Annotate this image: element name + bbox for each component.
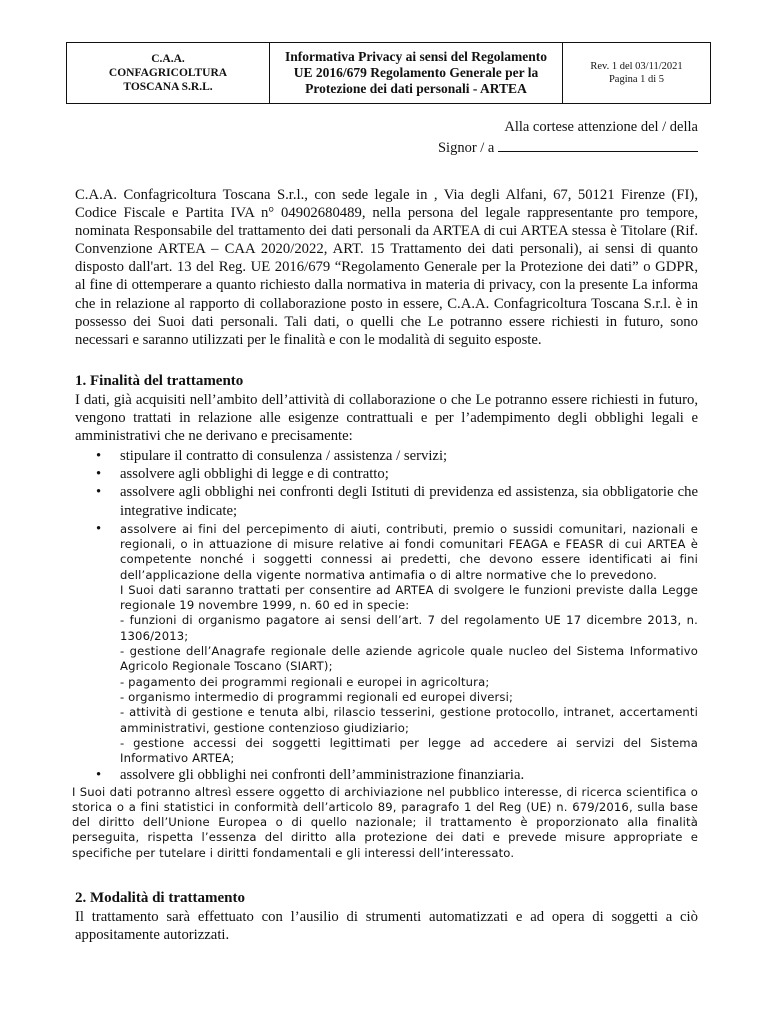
- sub-intro: I Suoi dati saranno trattati per consentire ad ARTEA di svolgere le funzioni previste dalla Legge regionale 19 novembre 1999, n. 60 ed in specie:: [120, 582, 698, 613]
- sub-item: - attività di gestione e tenuta albi, rilascio tesserini, gestione protocollo, intranet, accertamenti amministrativi, gestione contenzioso giudiziario;: [120, 705, 698, 735]
- sub-item: - pagamento dei programmi regionali e europei in agricoltura;: [120, 674, 490, 689]
- list-item-text: assolvere agli obblighi di legge e di contratto;: [120, 466, 389, 483]
- bullet-icon: •: [96, 448, 102, 465]
- revision-cell: [563, 43, 711, 104]
- section-2-heading: 2. Modalità di trattamento: [75, 890, 245, 906]
- intro-text: C.A.A. Confagricoltura Toscana S.r.l., con sede legale in , Via degli Alfani, 67, 50121 Firenze (FI), Codice Fiscale e Partita IVA n° 04902680489, nella persona del legale rappresentante pro tempore, nominata Responsabile del trattamento dei dati personali da ARTEA di cui ARTEA stessa è Titolare (Rif. Convenzione ARTEA – CAA 2020/2022, ART. 15 Trattamento dei dati personali), ai sensi di quanto disposto dall'art. 13 del Reg. UE 2016/679 “Regolamento Generale per la Protezione dei dati” o GDPR, al fine di ottemperare a quanto richiesto dalla normativa in materia di privacy, con la presente La informa che in relazione al rapporto di collaborazione posto in essere, C.A.A. Confagricoltura Toscana S.r.l. è in possesso dei Suoi dati personali. Tali dati, o quelli che Le potranno essere richiesti in futuro, sono necessari e saranno utilizzati per le finalità e con le modalità di seguito esposte.: [75, 187, 698, 348]
- title-cell: [270, 43, 563, 104]
- section-1-list: [75, 447, 698, 784]
- list-item-text: assolvere gli obblighi nei confronti dell’amministrazione finanziaria.: [120, 767, 525, 784]
- list-item: [75, 483, 698, 519]
- page-number: Pagina 1 di 5: [608, 74, 665, 85]
- sub-item: - gestione dell’Anagrafe regionale delle aziende agricole quale nucleo del Sistema Informativo Agricolo Regionale Toscano (SIART);: [120, 644, 698, 674]
- sub-item: - organismo intermedio di programmi regionali ed europei diversi;: [120, 689, 514, 704]
- bullet-icon: •: [96, 466, 102, 483]
- org-line-1: C.A.A.: [151, 53, 185, 65]
- section-2-text: Il trattamento sarà effettuato con l’ausilio di strumenti automatizzati e ad opera di soggetti a ciò appositamente autorizzati.: [75, 909, 698, 944]
- addressee-block: [438, 118, 698, 158]
- signature-blank-line: [498, 137, 698, 152]
- org-line-3: TOSCANA S.R.L.: [123, 81, 213, 93]
- org-cell: [67, 43, 270, 104]
- org-line-2: CONFAGRICOLTURA: [108, 67, 228, 79]
- title-line-2: UE 2016/679 Regolamento Generale per la: [293, 65, 539, 80]
- list-item: [75, 766, 698, 784]
- list-item-text: assolvere agli obblighi nei confronti degli Istituti di previdenza ed assistenza, sia obbligatorie che integrative indicate;: [120, 484, 698, 519]
- intro-paragraph: [75, 186, 698, 349]
- bullet-icon: •: [96, 767, 102, 784]
- section-2: [75, 889, 698, 944]
- section-1-closing: I Suoi dati potranno altresì essere oggetto di archiviazione nel pubblico interesse, di ricerca scientifica o storica o a fini statistici in conformità dell’articolo 89, paragrafo 1 del Reg (UE) n. 679/2016, sulla base del diritto dell’Unione Europea o di quello nazionale; il trattamento è proporzionato alla finalità perseguita, rispetta l’essenza del diritto alla protezione dei dati e prevede misure appropriate e specifiche per tutelare i diritti fondamentali e gli interessi dell’interessato.: [72, 784, 698, 860]
- addressee-prefix: Signor / a: [437, 140, 495, 156]
- revision-text: Rev. 1 del 03/11/2021: [590, 61, 683, 72]
- title-line-3: Protezione dei dati personali - ARTEA: [305, 81, 527, 96]
- list-item: [75, 447, 698, 465]
- sub-item: - funzioni di organismo pagatore ai sensi dell’art. 7 del regolamento UE 17 dicembre 2013, n. 1306/2013;: [120, 613, 698, 643]
- section-1: [72, 372, 698, 861]
- list-item: [75, 522, 698, 767]
- sub-item: - gestione accessi dei soggetti legittimati per legge ad accedere ai servizi del Sistema Informativo ARTEA;: [120, 735, 698, 766]
- list-item-text: stipulare il contratto di consulenza / assistenza / servizi;: [120, 448, 448, 465]
- list-item: [75, 465, 698, 483]
- section-1-heading: 1. Finalità del trattamento: [75, 373, 244, 389]
- document-header-table: [66, 42, 711, 104]
- list-item-text: assolvere ai fini del percepimento di aiuti, contributi, premio o sussidi comunitari, nazionali e regionali, o in attuazione di misure relative ai fondi comunitari FEAGA e FEASR di cui ARTEA è competente nonché i soggetti connessi ai predetti, che devono essere identificati ai fini dell’applicazione della vigente normativa antimafia o di altre normative che lo prevedono.: [120, 521, 698, 582]
- addressee-line-1: Alla cortese attenzione del / della: [504, 119, 698, 135]
- addressee-line-2: [438, 137, 698, 158]
- title-line-1: Informativa Privacy ai sensi del Regolamento: [284, 49, 548, 64]
- bullet-icon: •: [96, 520, 102, 537]
- bullet-icon: •: [96, 484, 102, 501]
- section-1-intro: I dati, già acquisiti nell’ambito dell’attività di collaborazione o che Le potranno essere richiesti in futuro, vengono trattati in relazione alle esigenze contrattuali e per l’adempimento degli obblighi legali e amministrativi che ne derivano e precisamente:: [75, 392, 698, 445]
